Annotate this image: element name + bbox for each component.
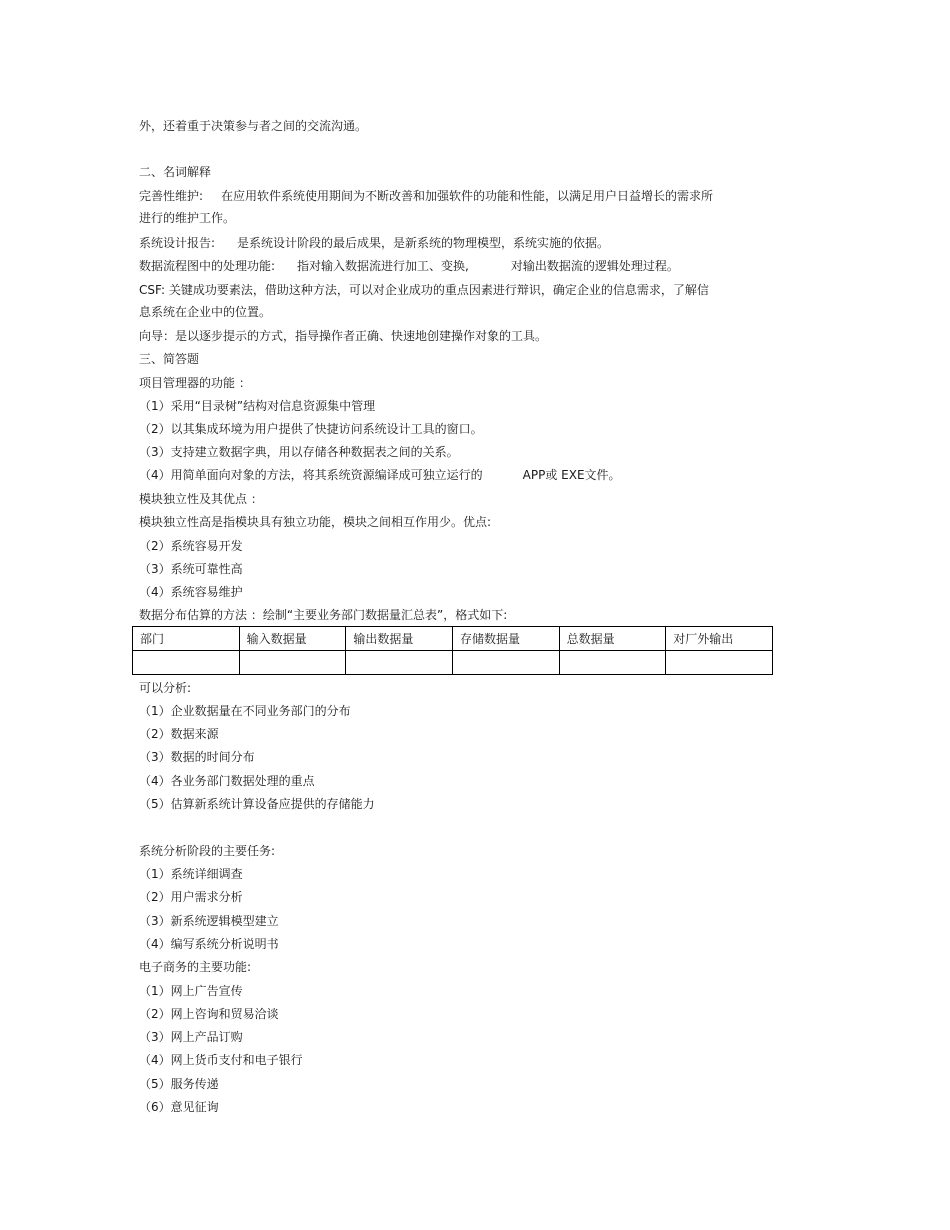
term-label: 完善性维护: bbox=[139, 189, 204, 203]
term-perfective-maintenance-cont: 进行的维护工作。 bbox=[139, 211, 236, 225]
list-item: （3）系统可靠性高 bbox=[139, 562, 243, 576]
list-item-text: （4）用简单面向对象的方法，将其系统资源编译成可独立运行的 bbox=[139, 468, 483, 482]
list-item: （1）系统详细调查 bbox=[139, 867, 243, 881]
table-cell bbox=[452, 651, 559, 675]
term-definition: 在应用软件系统使用期间为不断改善和加强软件的功能和性能，以满足用户日益增长的需求所 bbox=[221, 189, 714, 203]
term-definition: 指对输入数据流进行加工、变换, bbox=[297, 259, 469, 273]
analysis-title: 可以分析: bbox=[139, 681, 192, 695]
list-item: （3）网上产品订购 bbox=[139, 1030, 243, 1044]
term-label: 系统设计报告: bbox=[139, 236, 216, 250]
list-item: （3）支持建立数据字典，用以存储各种数据表之间的关系。 bbox=[139, 445, 459, 459]
table-header-row bbox=[133, 627, 773, 651]
list-item: （3）新系统逻辑模型建立 bbox=[139, 914, 279, 928]
term-csf bbox=[139, 282, 709, 298]
list-item: （5）服务传递 bbox=[139, 1077, 219, 1091]
term-definition: 关键成功要素法，借助这种方法，可以对企业成功的重点因素进行辩识，确定企业的信息需求，了解信 bbox=[168, 283, 709, 297]
intro-continuation: 外，还着重于决策参与者之间的交流沟通。 bbox=[139, 119, 368, 133]
section-2-heading: 二、名词解释 bbox=[139, 165, 212, 179]
list-item: （2）网上咨询和贸易洽谈 bbox=[139, 1007, 279, 1021]
table-cell bbox=[346, 651, 453, 675]
term-dfd-process bbox=[139, 258, 679, 274]
list-item: （4）网上货币支付和电子银行 bbox=[139, 1053, 303, 1067]
term-label: CSF: bbox=[139, 283, 166, 297]
list-item: （4）系统容易维护 bbox=[139, 585, 243, 599]
term-definition: 是以逐步提示的方式，指导操作者正确、快速地创建操作对象的工具。 bbox=[175, 329, 548, 343]
table-cell bbox=[666, 651, 773, 675]
ecommerce-title: 电子商务的主要功能: bbox=[139, 960, 252, 974]
table-cell bbox=[239, 651, 346, 675]
list-item: （4）编写系统分析说明书 bbox=[139, 937, 279, 951]
module-title: 模块独立性及其优点 ： bbox=[139, 492, 263, 506]
list-item: （5）估算新系统计算设备应提供的存储能力 bbox=[139, 797, 375, 811]
term-perfective-maintenance bbox=[139, 188, 713, 204]
term-definition: 是系统设计阶段的最后成果，是新系统的物理模型，系统实施的依据。 bbox=[237, 236, 610, 250]
term-definition-cont: 对输出数据流的逻辑处理过程。 bbox=[510, 259, 679, 273]
table-cell bbox=[559, 651, 666, 675]
list-item: （2）用户需求分析 bbox=[139, 890, 243, 904]
table-header-cell: 总数据量 bbox=[559, 627, 666, 651]
list-item: （1）网上广告宣传 bbox=[139, 984, 243, 998]
table-row bbox=[133, 651, 773, 675]
list-item: （1）企业数据量在不同业务部门的分布 bbox=[139, 704, 351, 718]
section-3-heading: 三、简答题 bbox=[139, 352, 200, 366]
table-header-cell: 对厂外输出 bbox=[666, 627, 773, 651]
table-header-cell: 输入数据量 bbox=[239, 627, 346, 651]
term-wizard bbox=[139, 328, 547, 344]
analysis-stage-title: 系统分析阶段的主要任务: bbox=[139, 844, 276, 858]
term-csf-cont: 息系统在企业中的位置。 bbox=[139, 305, 272, 319]
table-header-cell: 部门 bbox=[133, 627, 240, 651]
list-item: （3）数据的时间分布 bbox=[139, 750, 255, 764]
term-label: 数据流程图中的处理功能: bbox=[139, 259, 276, 273]
table-header-cell: 输出数据量 bbox=[346, 627, 453, 651]
term-label: 向导： bbox=[139, 329, 176, 343]
department-data-table bbox=[132, 626, 773, 675]
list-item: （2）系统容易开发 bbox=[139, 539, 243, 553]
data-estimate-title: 数据分布估算的方法 ：绘制“主要业务部门数据量汇总表”，格式如下: bbox=[139, 608, 508, 622]
list-item bbox=[139, 467, 621, 483]
list-item: （4）各业务部门数据处理的重点 bbox=[139, 774, 315, 788]
list-item: （2）数据来源 bbox=[139, 727, 219, 741]
list-item-text-cont: APP或 EXE文件。 bbox=[522, 468, 621, 482]
list-item: （6）意见征询 bbox=[139, 1100, 219, 1114]
term-design-report bbox=[139, 235, 609, 251]
list-item: （1）采用“目录树”结构对信息资源集中管理 bbox=[139, 399, 376, 413]
table-cell bbox=[133, 651, 240, 675]
table-header-cell: 存储数据量 bbox=[452, 627, 559, 651]
module-description: 模块独立性高是指模块具有独立功能，模块之间相互作用少。优点: bbox=[139, 515, 492, 529]
list-item: （2）以其集成环境为用户提供了快捷访问系统设计工具的窗口。 bbox=[139, 422, 483, 436]
project-manager-title: 项目管理器的功能 ： bbox=[139, 376, 251, 390]
